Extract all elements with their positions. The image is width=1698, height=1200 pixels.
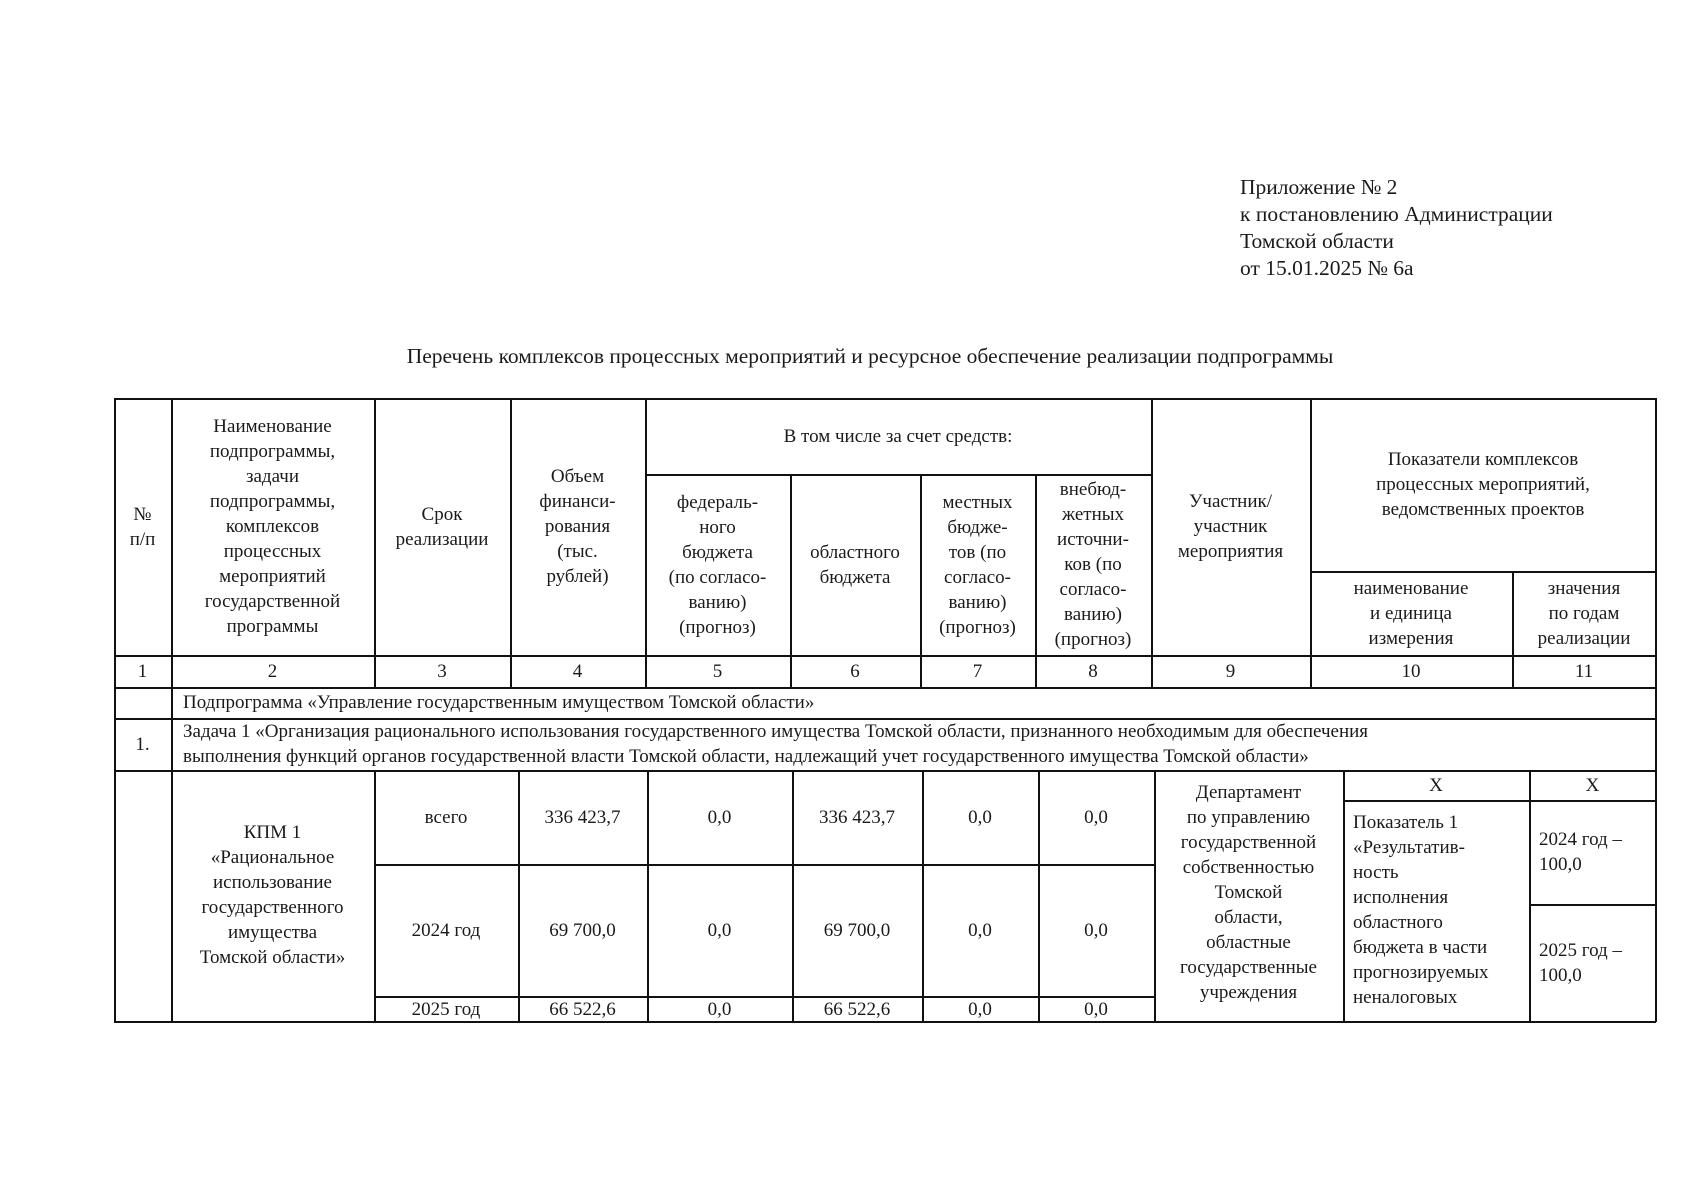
indicator-value-2025: 2025 год – 100,0: [1539, 940, 1622, 986]
header-sources-group: В том числе за счет средств:: [783, 425, 1013, 447]
kpm-participant: Департамент по управлению государственной собственностью Томской области, областные государственные учреждения: [1180, 782, 1317, 1003]
indicator-name-x-mark: Х: [1429, 774, 1443, 796]
header-indicator-values: значения по годам реализации: [1537, 577, 1631, 649]
header-indicators-group: Показатели комплексов процессных мероприятий, ведомственных проектов: [1376, 449, 1590, 520]
kpm-local-2025: 0,0: [968, 998, 992, 1020]
column-number: 4: [572, 660, 583, 682]
kpm-name: КПМ 1 «Рациональное использование государственного имущества Томской области»: [199, 822, 346, 968]
grid-line: [645, 474, 1151, 476]
grid-line: [1529, 770, 1531, 1022]
kpm-regional-2024: 69 700,0: [823, 919, 891, 941]
kpm-volume-2024: 69 700,0: [549, 919, 616, 941]
kpm-federal-total: 0,0: [707, 806, 732, 828]
grid-line: [920, 474, 922, 687]
grid-line: [790, 474, 792, 687]
kpm-federal-2024: 0,0: [707, 919, 732, 941]
column-number: 9: [1225, 660, 1236, 682]
grid-line: [647, 770, 649, 1022]
indicator-values-x-mark: Х: [1585, 774, 1600, 796]
task-number: 1.: [135, 733, 150, 755]
grid-line: [1512, 571, 1514, 687]
grid-line: [114, 718, 1656, 720]
grid-line: [922, 770, 924, 1022]
column-number: 2: [267, 660, 278, 682]
grid-line: [114, 655, 1656, 657]
kpm-period-total: всего: [424, 806, 468, 828]
header-name: Наименование подпрограммы, задачи подпрограммы, комплексов процессных мероприятий государственной программы: [204, 416, 341, 637]
table-border-bottom: [114, 1021, 1656, 1023]
grid-line: [374, 398, 376, 687]
column-number: 3: [437, 660, 447, 682]
header-federal: федераль- ного бюджета (по согласо- ванию) (прогноз): [668, 491, 767, 638]
kpm-period-2025: 2025 год: [411, 998, 481, 1020]
grid-line: [1343, 800, 1656, 802]
header-regional: областного бюджета: [810, 541, 900, 588]
kpm-local-total: 0,0: [968, 806, 992, 828]
header-participant: Участник/ участник мероприятия: [1177, 491, 1284, 562]
grid-line: [374, 996, 1154, 998]
grid-line: [1154, 770, 1156, 1022]
document-title: Перечень комплексов процессных мероприятий и ресурсное обеспечение реализации подпрограммы: [406, 344, 1334, 368]
table-border-top: [114, 398, 1656, 400]
annex-line-3: Томской области: [1240, 229, 1394, 253]
annex-line-2: к постановлению Администрации: [1240, 202, 1553, 226]
table-border-left: [114, 398, 116, 1022]
grid-line: [1151, 398, 1153, 687]
column-number: 8: [1088, 660, 1098, 682]
grid-line: [792, 770, 794, 1022]
indicator-1-name: Показатель 1 «Результатив- ность исполнения областного бюджета в части прогнозируемых неналоговых: [1353, 812, 1489, 1008]
annex-line-1: Приложение № 2: [1240, 175, 1398, 199]
kpm-regional-total: 336 423,7: [819, 806, 895, 828]
grid-line: [1310, 571, 1656, 573]
column-number: 6: [850, 660, 860, 682]
grid-line: [1529, 904, 1656, 906]
kpm-federal-2025: 0,0: [707, 998, 732, 1020]
kpm-local-2024: 0,0: [968, 919, 992, 941]
column-number: 1: [137, 660, 148, 682]
header-num: № п/п: [129, 503, 156, 550]
grid-line: [114, 770, 1656, 772]
grid-line: [114, 687, 1656, 689]
subprogram-row: Подпрограмма «Управление государственным имуществом Томской области»: [183, 692, 815, 713]
column-number: 11: [1574, 660, 1594, 682]
kpm-extrabudget-total: 0,0: [1084, 806, 1108, 828]
kpm-extrabudget-2024: 0,0: [1084, 919, 1108, 941]
kpm-period-2024: 2024 год: [411, 919, 481, 941]
column-number: 7: [972, 660, 983, 682]
table-border-right: [1655, 398, 1657, 1022]
header-local: местных бюдже- тов (по согласо- ванию) (прогноз): [939, 491, 1016, 638]
grid-line: [645, 398, 647, 687]
program-table: [114, 398, 1656, 1022]
grid-line: [1038, 770, 1040, 1022]
indicator-value-2024: 2024 год – 100,0: [1539, 829, 1622, 875]
grid-line: [510, 398, 512, 687]
column-number: 10: [1401, 660, 1421, 682]
annex-block: [1240, 174, 1660, 282]
header-extrabudget: внебюд- жетных источни- ков (по согласо- ванию) (прогноз): [1054, 479, 1132, 650]
kpm-volume-total: 336 423,7: [544, 806, 621, 828]
header-volume: Объем финанси- рования (тыс. рублей): [539, 466, 616, 587]
kpm-regional-2025: 66 522,6: [823, 998, 891, 1020]
grid-line: [1343, 770, 1345, 1022]
grid-line: [374, 864, 1154, 866]
annex-line-4: от 15.01.2025 № 6а: [1240, 256, 1414, 280]
kpm-volume-2025: 66 522,6: [549, 998, 616, 1020]
grid-line: [374, 770, 376, 1022]
grid-line: [171, 398, 173, 1022]
kpm-extrabudget-2025: 0,0: [1084, 998, 1108, 1020]
header-period: Срок реализации: [395, 503, 489, 550]
task-text: Задача 1 «Организация рационального использования государственного имущества Томской области, признанного необходимым для обеспечения выполнения функций органов государственной власти Томской области, надлежащий учет государственного имущества Томской области»: [183, 721, 1369, 767]
grid-line: [518, 770, 520, 1022]
header-indicator-name: наименование и единица измерения: [1353, 577, 1469, 649]
grid-line: [1035, 474, 1037, 687]
grid-line: [1310, 398, 1312, 687]
column-number: 5: [712, 660, 723, 682]
